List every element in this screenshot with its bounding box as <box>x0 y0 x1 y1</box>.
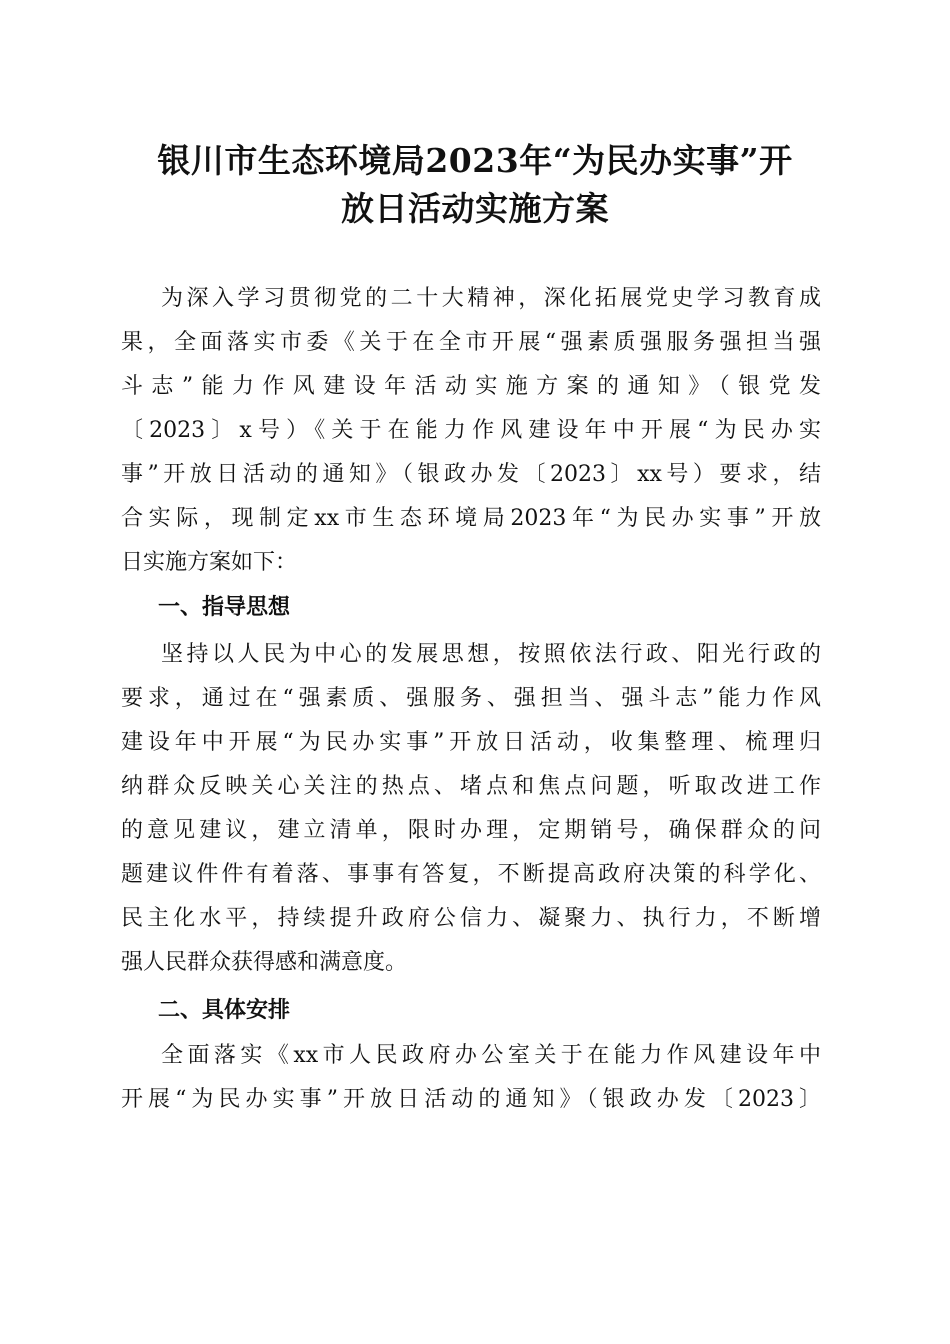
intro-line: 合实际，现制定xx市生态环境局2023年“为民办实事”开放 <box>121 506 821 531</box>
section1-line: 建设年中开展“为民办实事”开放日活动，收集整理、梳理归 <box>121 730 821 755</box>
document-title-line-2: 放日活动实施方案 <box>341 189 609 228</box>
section1-line: 题建议件件有着落、事事有答复，不断提高政府决策的科学化、 <box>121 862 821 887</box>
section2-line: 全面落实《xx市人民政府办公室关于在能力作风建设年中 <box>161 1043 821 1068</box>
intro-line: 果，全面落实市委《关于在全市开展“强素质强服务强担当强 <box>121 330 821 355</box>
intro-line: 日实施方案如下： <box>121 550 298 575</box>
intro-line: 斗志”能力作风建设年活动实施方案的通知》（银党发 <box>121 374 821 399</box>
section1-line: 强人民群众获得感和满意度。 <box>121 950 408 975</box>
section-heading-specific-arrangements: 二、具体安排 <box>158 998 291 1023</box>
section2-line: 开展“为民办实事”开放日活动的通知》（银政办发〔2023〕 <box>121 1087 821 1112</box>
intro-line: 〔2023〕x号）《关于在能力作风建设年中开展“为民办实 <box>121 418 821 443</box>
section1-line: 民主化水平，持续提升政府公信力、凝聚力、执行力，不断增 <box>121 906 821 931</box>
intro-line: 事”开放日活动的通知》（银政办发〔2023〕xx号）要求，结 <box>121 462 821 487</box>
intro-line: 为深入学习贯彻党的二十大精神，深化拓展党史学习教育成 <box>161 286 821 311</box>
document-title-line-1: 银川市生态环境局2023年“为民办实事”开 <box>157 141 793 180</box>
section-heading-guiding-ideology: 一、指导思想 <box>158 595 291 620</box>
section1-line: 要求，通过在“强素质、强服务、强担当、强斗志”能力作风 <box>121 686 821 711</box>
section1-line: 纳群众反映关心关注的热点、堵点和焦点问题，听取改进工作 <box>121 774 821 799</box>
section1-line: 的意见建议，建立清单，限时办理，定期销号，确保群众的问 <box>121 818 821 843</box>
section1-line: 坚持以人民为中心的发展思想，按照依法行政、阳光行政的 <box>161 642 821 667</box>
